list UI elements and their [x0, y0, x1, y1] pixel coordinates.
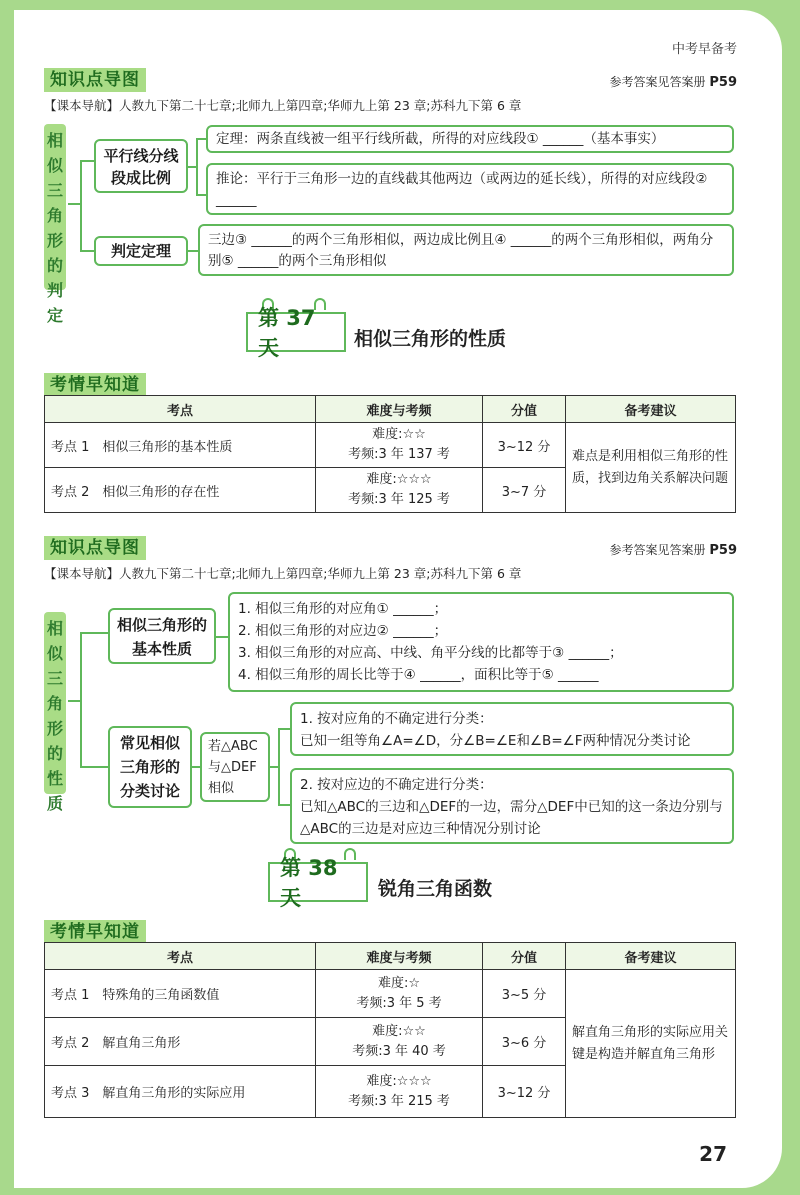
frequency: 考频:3 年 40 考 — [352, 1043, 446, 1059]
answer-ref-page: P59 — [709, 543, 737, 558]
connector — [80, 766, 108, 768]
condition-box: 若△ABC与△DEF相似 — [200, 732, 270, 802]
answer-ref-text: 参考答案见答案册 — [609, 543, 706, 557]
connector — [196, 138, 198, 194]
score: 3~12 分 — [483, 1066, 566, 1118]
connector — [80, 632, 108, 634]
difficulty-cell — [316, 468, 483, 513]
section-title-exam-info-38: 考情早知道 — [44, 920, 146, 944]
theorem-box: 定理：两条直线被一组平行线所截，所得的对应线段① ______（基本事实） — [206, 125, 734, 153]
answer-ref-text: 参考答案见答案册 — [609, 75, 706, 89]
th-difficulty: 难度与考频 — [316, 396, 483, 423]
answer-reference-1 — [610, 73, 737, 90]
exam-point: 考点 2 解直角三角形 — [45, 1018, 316, 1066]
table-row — [45, 970, 736, 1018]
node-criteria-theorem: 判定定理 — [94, 236, 188, 266]
case-angle-title: 1. 按对应角的不确定进行分类： — [300, 711, 493, 727]
th-point: 考点 — [45, 396, 316, 423]
th-advice: 备考建议 — [566, 943, 736, 970]
connector — [278, 728, 280, 804]
day-37-badge — [246, 306, 346, 360]
difficulty-cell — [316, 970, 483, 1018]
connector — [80, 160, 82, 250]
answer-reference-2 — [610, 541, 737, 558]
difficulty-cell — [316, 1018, 483, 1066]
th-advice: 备考建议 — [566, 396, 736, 423]
property-item: 2. 相似三角形的对应边② ______； — [238, 623, 448, 639]
connector — [270, 766, 278, 768]
frequency: 考频:3 年 215 考 — [348, 1093, 450, 1109]
connector — [278, 804, 290, 806]
difficulty-cell — [316, 1066, 483, 1118]
day-38-label: 第 38 天 — [280, 856, 338, 910]
node-classification-discussion: 常见相似三角形的分类讨论 — [108, 726, 192, 808]
page-number: 27 — [699, 1142, 727, 1166]
case-angle-body: 已知一组等角∠A=∠D，分∠B=∠E和∠B=∠F两种情况分类讨论 — [300, 733, 691, 749]
property-item: 1. 相似三角形的对应角① ______； — [238, 601, 448, 617]
difficulty: 难度:☆☆ — [372, 1023, 426, 1039]
th-difficulty: 难度与考频 — [316, 943, 483, 970]
property-item: 3. 相似三角形的对应高、中线、角平分线的比都等于③ ______； — [238, 645, 623, 661]
textbook-nav-1: 【课本导航】人教九下第二十七章;北师九上第四章;华师九上第 23 章;苏科九下第 6 章 — [44, 98, 522, 113]
case-angle-box — [290, 702, 734, 756]
day-38-title: 锐角三角函数 — [378, 878, 493, 900]
exam-table-37 — [44, 395, 736, 513]
advice: 难点是利用相似三角形的性质，找到边角关系解决问题 — [566, 423, 736, 513]
th-point: 考点 — [45, 943, 316, 970]
difficulty: 难度:☆☆ — [372, 427, 426, 442]
connector — [196, 194, 206, 196]
property-item: 4. 相似三角形的周长比等于④ ______，面积比等于⑤ ______ — [238, 667, 599, 683]
connector — [68, 700, 80, 702]
root-node-similar-triangle-properties: 相似三角形的性质 — [44, 612, 66, 794]
exam-point: 考点 2 相似三角形的存在性 — [45, 468, 316, 513]
node-basic-properties: 相似三角形的基本性质 — [108, 608, 216, 664]
day-38-badge — [268, 856, 368, 910]
case-side-title: 2. 按对应边的不确定进行分类： — [300, 777, 493, 793]
connector — [188, 250, 198, 252]
series-title: 中考早备考 — [671, 42, 737, 57]
section-title-exam-info-37: 考情早知道 — [44, 373, 146, 397]
criteria-theorem-box: 三边③ ______的两个三角形相似，两边成比例且④ ______的两个三角形相似，两角分别⑤ ______的两个三角形相似 — [198, 224, 734, 276]
score: 3~7 分 — [483, 468, 566, 513]
connector — [80, 250, 94, 252]
advice: 解直角三角形的实际应用关键是构造并解直角三角形 — [566, 970, 736, 1118]
section-title-knowledge-map-1: 知识点导图 — [44, 68, 146, 92]
day-37-label: 第 37 天 — [258, 306, 316, 360]
exam-point: 考点 1 特殊角的三角函数值 — [45, 970, 316, 1018]
node-parallel-lines-proportional: 平行线分线段成比例 — [94, 139, 188, 193]
difficulty-cell — [316, 423, 483, 468]
case-side-body: 已知△ABC的三边和△DEF的一边，需分△DEF中已知的这一条边分别与△ABC的三边是对应边三种情况分别讨论 — [300, 799, 723, 837]
connector — [188, 166, 196, 168]
difficulty: 难度:☆☆☆ — [366, 472, 432, 487]
th-score: 分值 — [483, 943, 566, 970]
connector — [80, 160, 94, 162]
score: 3~12 分 — [483, 423, 566, 468]
section-title-knowledge-map-2: 知识点导图 — [44, 536, 146, 560]
frequency: 考频:3 年 5 考 — [356, 995, 442, 1011]
frequency: 考频:3 年 137 考 — [348, 447, 450, 462]
day-37-title: 相似三角形的性质 — [354, 328, 507, 350]
difficulty: 难度:☆☆☆ — [366, 1073, 432, 1089]
textbook-nav-2: 【课本导航】人教九下第二十七章;北师九上第四章;华师九上第 23 章;苏科九下第 6 章 — [44, 566, 522, 581]
th-score: 分值 — [483, 396, 566, 423]
page — [14, 10, 782, 1188]
case-side-box — [290, 768, 734, 844]
connector — [216, 636, 228, 638]
exam-point: 考点 1 相似三角形的基本性质 — [45, 423, 316, 468]
connector — [80, 632, 82, 766]
table-row — [45, 423, 736, 468]
exam-table-38 — [44, 942, 736, 1118]
connector — [68, 203, 80, 205]
exam-point: 考点 3 解直角三角形的实际应用 — [45, 1066, 316, 1118]
score: 3~6 分 — [483, 1018, 566, 1066]
basic-properties-box — [228, 592, 734, 692]
connector — [192, 766, 200, 768]
answer-ref-page: P59 — [709, 75, 737, 90]
score: 3~5 分 — [483, 970, 566, 1018]
connector — [196, 138, 206, 140]
difficulty: 难度:☆ — [377, 975, 421, 991]
corollary-box: 推论：平行于三角形一边的直线截其他两边（或两边的延长线），所得的对应线段② ______ — [206, 163, 734, 215]
root-node-similar-triangle-criteria: 相似三角形的判定 — [44, 124, 66, 290]
connector — [278, 728, 290, 730]
frequency: 考频:3 年 125 考 — [348, 492, 450, 507]
